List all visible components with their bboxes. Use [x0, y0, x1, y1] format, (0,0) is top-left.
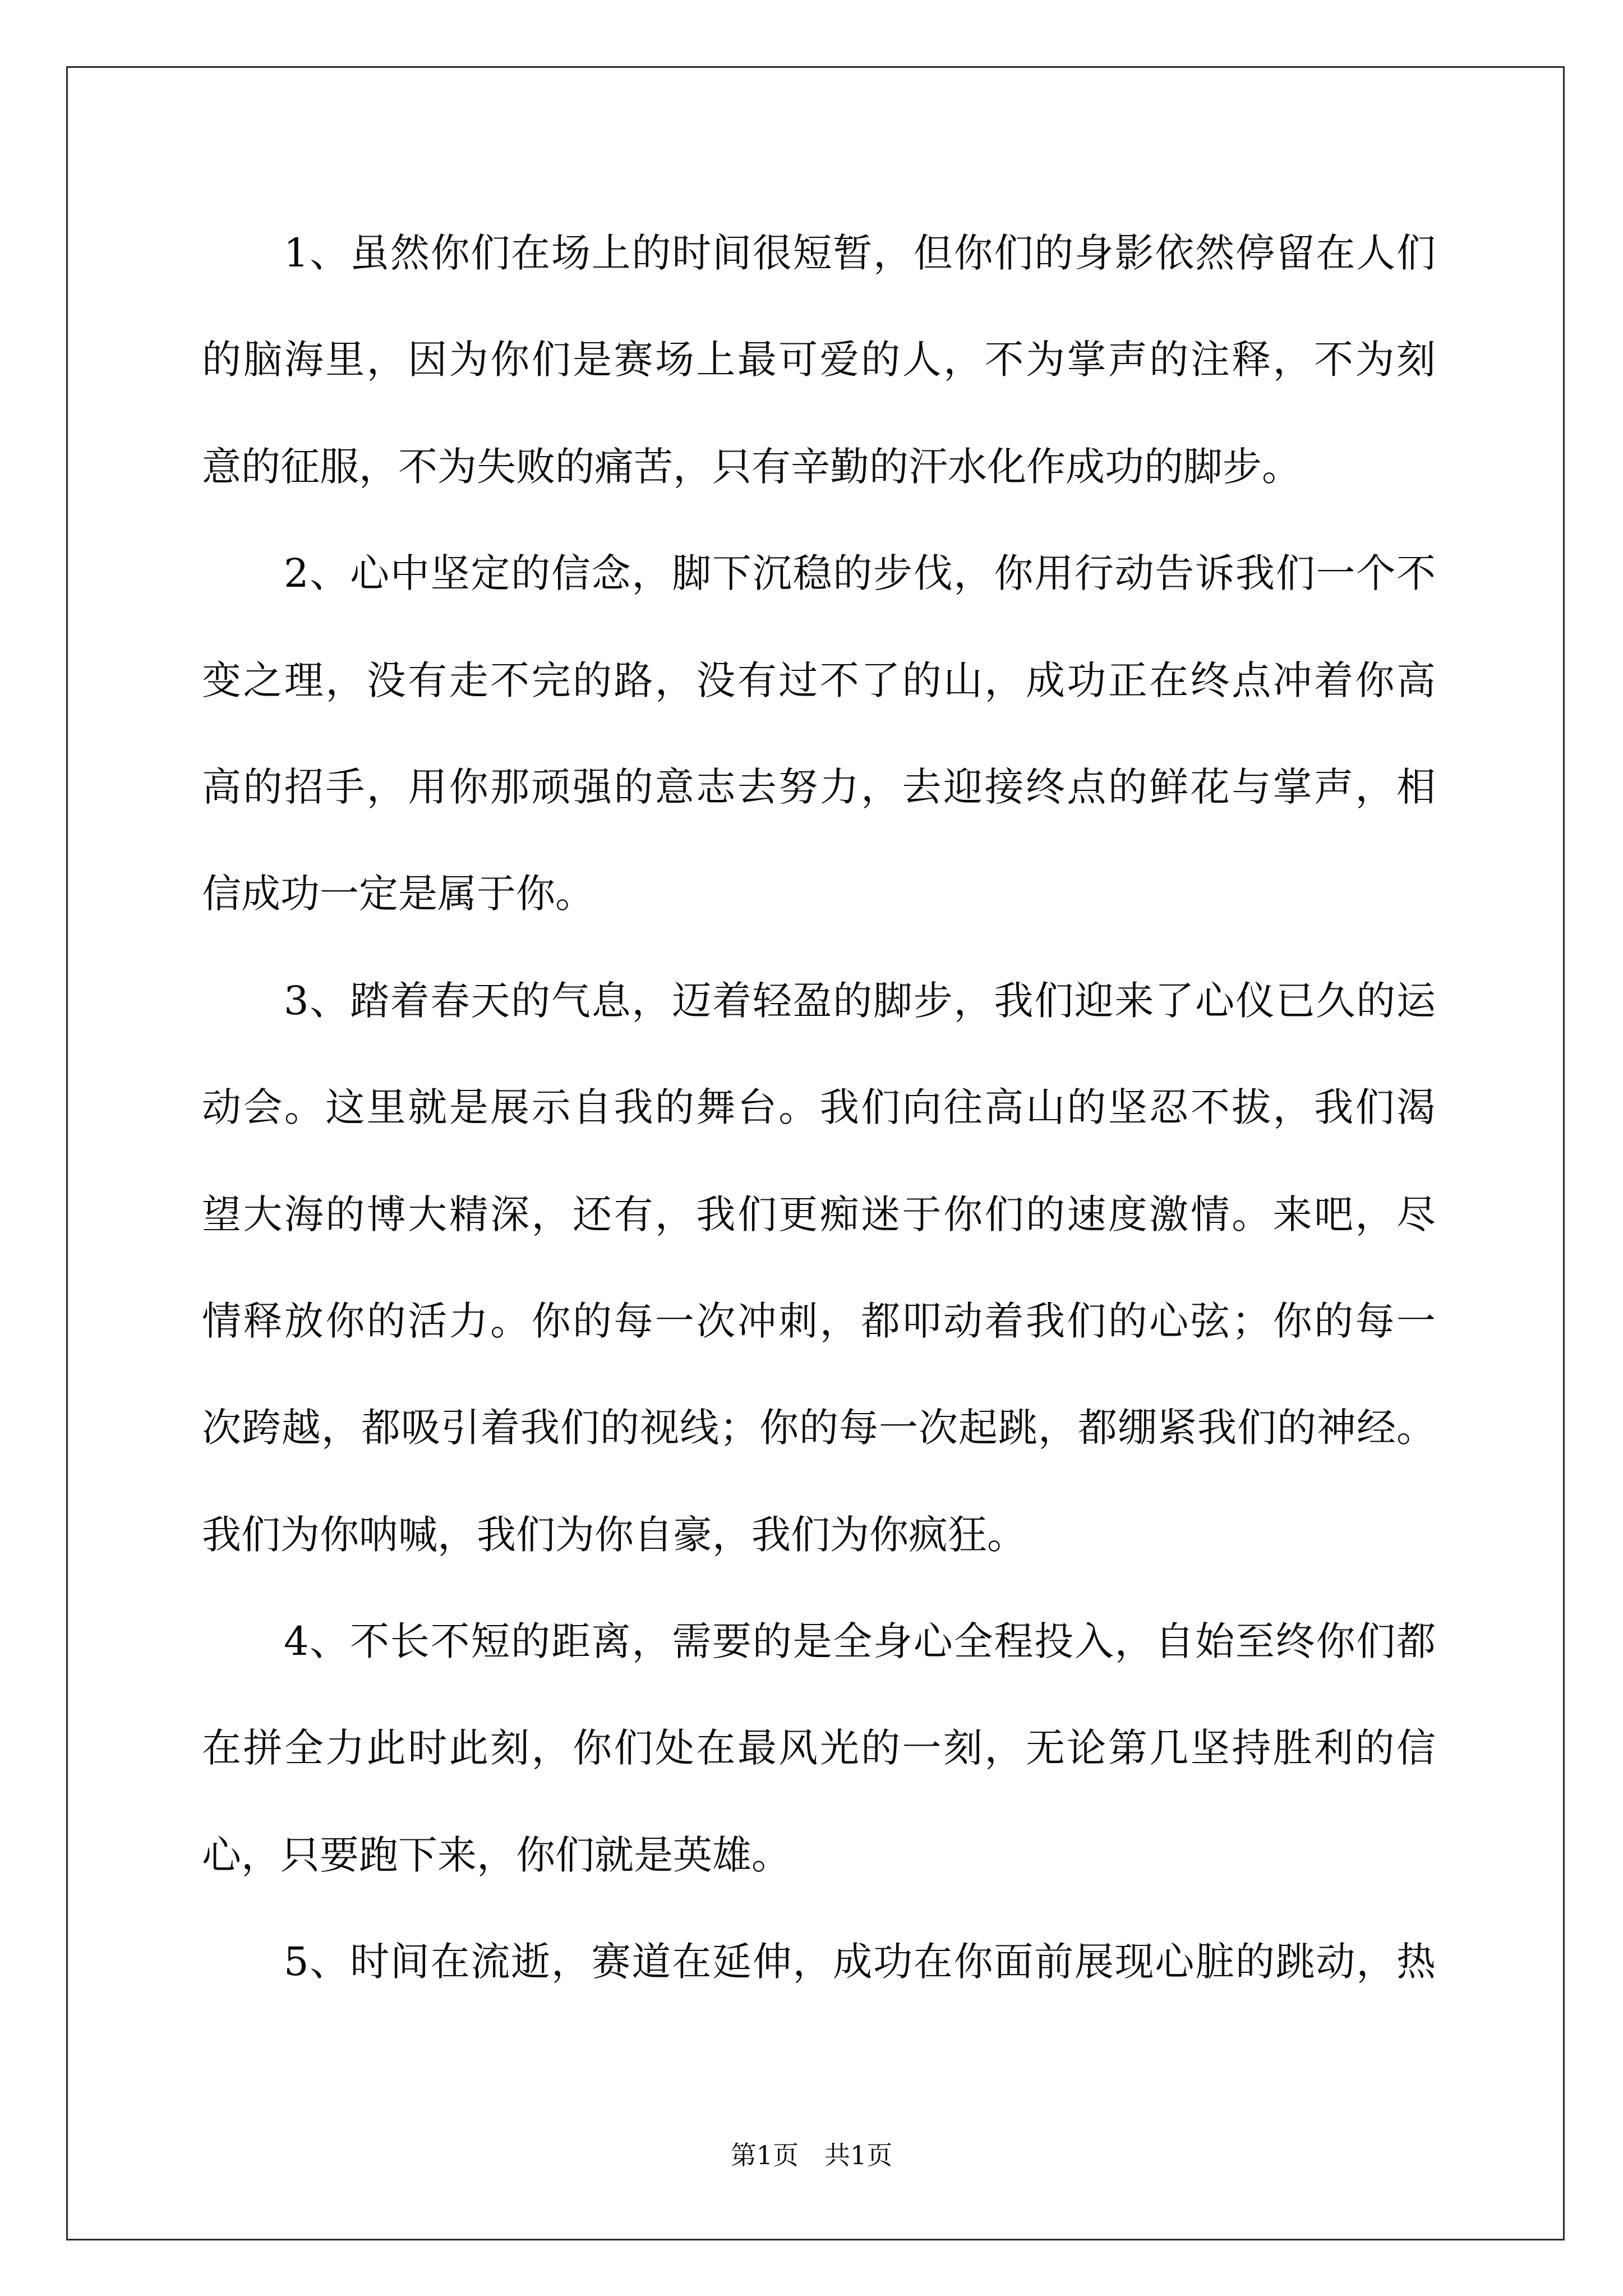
text-line: 动会。这里就是展示自我的舞台。我们向往高山的坚忍不拔，我们渴	[202, 1084, 1436, 1131]
paragraph	[202, 947, 1436, 1588]
text-line: 情释放你的活力。你的每一次冲刺，都叩动着我们的心弦；你的每一	[202, 1297, 1436, 1344]
text-line: 心，只要跑下来，你们就是英雄。	[202, 1832, 791, 1878]
text-line: 的脑海里，因为你们是赛场上最可爱的人，不为掌声的注释，不为刻	[202, 337, 1436, 383]
text-line: 望大海的博大精深，还有，我们更痴迷于你们的速度激情。来吧，尽	[202, 1191, 1436, 1237]
paragraph	[202, 200, 1436, 520]
text-line: 高的招手，用你那顽强的意志去努力，去迎接终点的鲜花与掌声，相	[202, 763, 1436, 810]
text-line: 信成功一定是属于你。	[202, 871, 594, 917]
paragraph	[202, 1908, 1436, 2015]
page-footer: 第1页 共1页	[730, 2140, 893, 2170]
text-line: 变之理，没有走不完的路，没有过不了的山，成功正在终点冲着你高	[202, 657, 1436, 703]
text-line: 在拼全力此时此刻，你们处在最风光的一刻，无论第几坚持胜利的信	[202, 1725, 1436, 1772]
paragraph	[202, 520, 1436, 947]
text-line: 2、心中坚定的信念，脚下沉稳的步伐，你用行动告诉我们一个不	[284, 550, 1436, 597]
paragraph	[202, 1588, 1436, 1908]
text-line: 意的征服，不为失败的痛苦，只有辛勤的汗水化作成功的脚步。	[202, 443, 1301, 490]
text-line: 我们为你呐喊，我们为你自豪，我们为你疯狂。	[202, 1511, 1026, 1558]
text-line: 4、不长不短的距离，需要的是全身心全程投入，自始至终你们都	[284, 1618, 1436, 1665]
text-line: 次跨越，都吸引着我们的视线；你的每一次起跳，都绷紧我们的神经。	[202, 1405, 1436, 1451]
text-line: 5、时间在流逝，赛道在延伸，成功在你面前展现心脏的跳动，热	[284, 1939, 1436, 1985]
document-body	[202, 200, 1436, 2016]
text-line: 3、踏着春天的气息，迈着轻盈的脚步，我们迎来了心仪已久的运	[284, 977, 1436, 1024]
text-line: 1、虽然你们在场上的时间很短暂，但你们的身影依然停留在人们	[284, 230, 1436, 276]
